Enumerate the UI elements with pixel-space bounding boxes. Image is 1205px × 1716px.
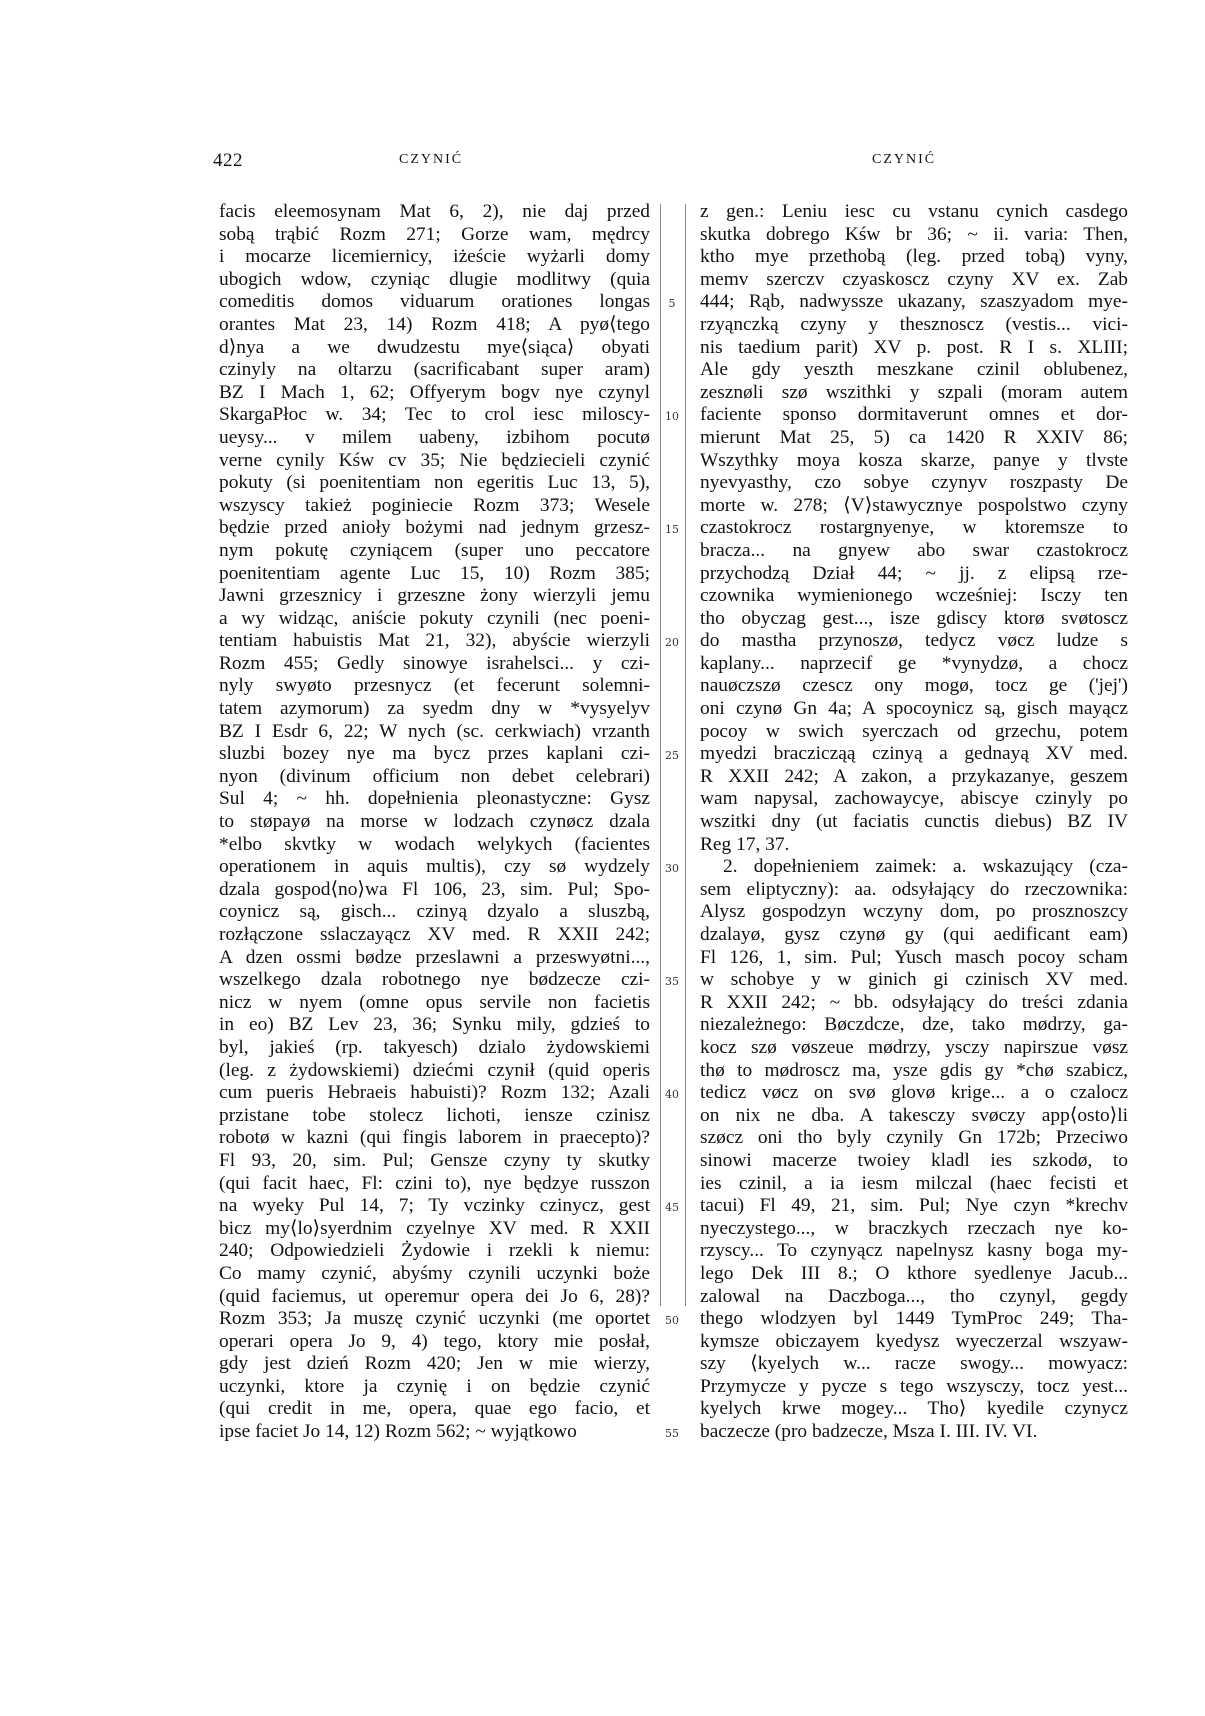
line-number: 50: [665, 1314, 679, 1328]
text-line: kocz szø vøszeue mødrzy, ysczy napirszue vøsz: [700, 1036, 1128, 1058]
text-line: Fl 93, 20, sim. Pul; Gensze czyny ty skutky: [219, 1149, 650, 1171]
text-line: tacui) Fl 49, 21, sim. Pul; Nye czyn *krechv: [700, 1195, 1128, 1217]
text-line: 240; Odpowiedzieli Żydowie i rzekli k niemu:: [219, 1240, 650, 1262]
text-line: uczynki, ktore ja czynię i on będzie czynić: [219, 1375, 650, 1397]
text-line: to støpayø na morse w lodzach czynøcz dzala: [219, 811, 650, 833]
text-line: memv szerczv czyaskoscz czyny XV ex. Zab: [700, 268, 1128, 290]
text-line: orantes Mat 23, 14) Rozm 418; A pyø⟨tego: [219, 313, 650, 335]
text-line: wam napysal, zachowaycye, abiscye czinyly po: [700, 788, 1128, 810]
line-number: 10: [665, 410, 679, 424]
text-line: w schobye y w ginich gi czinisch XV med.: [700, 969, 1128, 991]
text-line: Rozm 455; Gedly sinowye israhelsci... y czi-: [219, 652, 650, 674]
left-text-column: [219, 201, 650, 1444]
text-line: z gen.: Leniu iesc cu vstanu cynich casdego: [700, 201, 1128, 222]
text-line: (qui facit haec, Fl: czini to), nye będzye russzon: [219, 1172, 650, 1194]
text-line: Fl 126, 1, sim. Pul; Yusch masch pocoy scham: [700, 946, 1128, 968]
text-line: zesznøli szø wszithki y szpali (moram autem: [700, 381, 1128, 403]
text-line: Wszythky moya kosza skarze, panye y tlvste: [700, 449, 1128, 471]
text-line: sinowi macerze twoiey kladl ies szkodø, to: [700, 1149, 1128, 1171]
text-line: wszyscy takież poginiecie Rozm 373; Wesele: [219, 494, 650, 516]
text-line: oni czynø Gn 4a; A spocoynicz są, gisch mayącz: [700, 698, 1128, 720]
text-line: tatem azymorum) za syedm dny w *vysyelyv: [219, 698, 650, 720]
text-line: Jawni grzesznicy i grzeszne żony wierzyli jemu: [219, 585, 650, 607]
text-line: tentiam habuistis Mat 21, 32), abyście wierzyli: [219, 630, 650, 652]
text-line: 2. dopełnieniem zaimek: a. wskazujący (cza-: [723, 856, 1128, 878]
line-number: 55: [665, 1427, 679, 1441]
text-line: ipse faciet Jo 14, 12) Rozm 562; ~ wyjątkowo: [219, 1421, 577, 1443]
line-number: 5: [668, 297, 676, 311]
text-line: (quid faciemus, ut operemur opera dei Jo 6, 28)?: [219, 1285, 650, 1307]
text-line: nyevyasthy, czo sobye czynyv roszpasty De: [700, 472, 1128, 494]
text-line: A dzen ossmi bødze przeslawni a przeswyøtni...,: [219, 946, 650, 968]
text-line: Sul 4; ~ hh. dopełnienia pleonastyczne: Gysz: [219, 788, 650, 810]
line-number: 40: [665, 1088, 679, 1102]
text-line: i mocarze licemiernicy, iżeście wyżarli domy: [219, 246, 650, 268]
text-line: poenitentiam agente Luc 15, 10) Rozm 385;: [219, 562, 650, 584]
text-line: czinyly na oltarzu (sacrificabant super aram): [219, 359, 650, 381]
text-line: comeditis domos viduarum orationes longas: [219, 291, 650, 313]
text-line: przistane tobe stolecz lichoti, iensze czinisz: [219, 1104, 650, 1126]
text-line: d⟩nya a we dwudzestu mye⟨siąca⟩ obyati: [219, 336, 650, 358]
text-line: R XXII 242; ~ bb. odsyłający do treści zdania: [700, 991, 1128, 1013]
text-line: Ale gdy yeszth meszkane czinil oblubenez,: [700, 359, 1128, 381]
text-line: Alysz gospodzyn wczyny dom, po prosznoszcy: [700, 901, 1128, 923]
text-line: gdy jest dzień Rozm 420; Jen w mie wierzy,: [219, 1353, 650, 1375]
text-line: (qui credit in me, opera, quae ego facio, et: [219, 1398, 650, 1420]
text-line: *elbo skvtky w wodach welykych (facientes: [219, 833, 650, 855]
running-head-left: CZYNIĆ: [399, 152, 464, 167]
text-line: czastokrocz rostargnyenye, w ktoremsze to: [700, 517, 1128, 539]
text-line: pokuty (si poenitentiam non egeritis Luc 13, 5),: [219, 472, 650, 494]
text-line: myedzi braczicząą czinyą a gednayą XV med.: [700, 743, 1128, 765]
text-line: Reg 17, 37.: [700, 833, 790, 855]
text-line: thego wlodzyen byl 1449 TymProc 249; Tha-: [700, 1308, 1128, 1330]
text-line: sem eliptyczny): aa. odsyłający do rzeczownika:: [700, 878, 1128, 900]
text-line: rzyscy... To czynyącz napelnysz kasny boga my-: [700, 1240, 1128, 1262]
line-number: 25: [665, 749, 679, 763]
running-head-right: CZYNIĆ: [872, 152, 937, 167]
line-number: 30: [665, 862, 679, 876]
text-line: baczecze (pro badzecze, Msza I. III. IV. VI.: [700, 1421, 1038, 1443]
text-line: BZ I Mach 1, 62; Offyerym bogv nye czynyl: [219, 381, 650, 403]
text-line: cum pueris Hebraeis habuisti)? Rozm 132; Azali: [219, 1082, 650, 1104]
text-line: przychodzą Dział 44; ~ jj. z elipsą rze-: [700, 562, 1128, 584]
text-line: sluzbi bozey nye ma bycz przes kaplani czi-: [219, 743, 650, 765]
line-number: 45: [665, 1201, 679, 1215]
text-line: skutka dobrego Kśw br 36; ~ ii. varia: Then,: [700, 223, 1128, 245]
text-line: nauøczszø czescz ony mogø, tocz ge ('jej'): [700, 675, 1128, 697]
text-line: bracza... na gnyew abo swar czastokrocz: [700, 539, 1128, 561]
text-line: operationem in aquis multis), czy sø wydzely: [219, 856, 650, 878]
text-line: na wyeky Pul 14, 7; Ty vczinky czinycz, gest: [219, 1195, 650, 1217]
text-line: thø to mødroscz ma, ysze gdis gy *chø szabicz,: [700, 1059, 1128, 1081]
text-line: czownika wymienionego wcześniej: Isczy ten: [700, 585, 1128, 607]
text-line: lego Dek III 8.; O kthore syedlenye Jacub...: [700, 1262, 1128, 1284]
text-line: do mastha przynoszø, tedycz vøcz ludze s: [700, 630, 1128, 652]
text-line: ubogich wdow, czyniąc dlugie modlitwy (quia: [219, 268, 650, 290]
text-line: kaplany... naprzecif ge *vynydzø, a chocz: [700, 652, 1128, 674]
text-line: a wy widząc, aniście pokuty czynili (nec poeni-: [219, 607, 650, 629]
text-line: kyelych krwe mogey... Tho⟩ kyedile czynycz: [700, 1398, 1128, 1420]
line-number: 20: [665, 636, 679, 650]
text-line: R XXII 242; A zakon, a przykazanye, geszem: [700, 765, 1128, 787]
text-line: on nix ne dba. A takesczy svøczy app⟨osto⟩li: [700, 1104, 1128, 1126]
text-line: wszelkego dzala robotnego nye bødzecze czi-: [219, 969, 650, 991]
text-line: faciente sponso dormitaverunt omnes et dor-: [700, 404, 1128, 426]
text-line: zalowal na Daczboga..., tho czynyl, gegdy: [700, 1285, 1128, 1307]
text-line: będzie przed anioły bożymi nad jednym grzesz-: [219, 517, 650, 539]
text-line: 444; Rąb, nadwyssze ukazany, szaszyadom mye-: [700, 291, 1128, 313]
text-line: rozłączone sslaczayącz XV med. R XXII 242;: [219, 924, 650, 945]
text-line: SkargaPłoc w. 34; Tec to crol iesc miloscy-: [219, 404, 650, 426]
text-line: operari opera Jo 9, 4) tego, ktory mie posłał,: [219, 1330, 650, 1352]
text-line: Rozm 353; Ja muszę czynić uczynki (me oportet: [219, 1308, 650, 1330]
text-line: mierunt Mat 25, 5) ca 1420 R XXIV 86;: [700, 426, 1128, 448]
text-line: nis taedium parit) XV p. post. R I s. XLIII;: [700, 336, 1128, 358]
text-line: Przymycze y pycze s tego wszysczy, tocz yest...: [700, 1375, 1128, 1397]
text-line: sobą trąbić Rozm 271; Gorze wam, mędrcy: [219, 223, 650, 245]
text-line: ktho mye przethobą (leg. przed tobą) vyny,: [700, 246, 1128, 268]
line-number: 35: [665, 975, 679, 989]
text-line: coynicz są, gisch... czinyą dzyalo a sluszbą,: [219, 901, 650, 923]
text-line: ueysy... v milem uabeny, izbihom pocutø: [219, 426, 650, 448]
text-line: nyeczystego..., w braczkych rzeczach nye ko-: [700, 1217, 1128, 1239]
text-line: morte w. 278; ⟨V⟩stawycznye pospolstwo czyny: [700, 494, 1128, 516]
text-line: bicz my⟨lo⟩syerdnim czyelnye XV med. R XXII: [219, 1217, 650, 1239]
text-line: nyon (divinum officium non debet celebrari): [219, 765, 650, 787]
text-line: (leg. z żydowskiemi) dziećmi czynił (quid operis: [219, 1059, 650, 1081]
text-line: Co mamy czynić, abyśmy czynili uczynki boże: [219, 1262, 650, 1284]
text-line: dzalayø, gysz czynø gy (qui aedificant eam): [700, 924, 1128, 945]
text-line: kymsze obiczayem kyedysz wyeczerzal wszyaw-: [700, 1330, 1128, 1352]
text-line: szøcz oni tho byly czynily Gn 172b; Przeciwo: [700, 1127, 1128, 1149]
text-line: byl, jakieś (rp. takyesch) dzialo żydowskiemi: [219, 1036, 650, 1058]
text-line: niezależnego: Bøczdcze, dze, tako mødrzy, ga-: [700, 1014, 1128, 1036]
column-divider-right: [685, 204, 686, 1306]
text-line: nicz w nyem (omne opus servile non facietis: [219, 991, 650, 1013]
page-number: 422: [213, 150, 243, 171]
text-line: rzyąnczką czyny y thesznoscz (vestis... vici-: [700, 313, 1128, 335]
text-line: nyly swyøto przesnycz (et fecerunt solemni-: [219, 675, 650, 697]
column-divider-left: [660, 204, 661, 1306]
text-line: dzala gospod⟨no⟩wa Fl 106, 23, sim. Pul; Spo-: [219, 878, 650, 900]
text-line: wszitki dny (ut faciatis cunctis diebus) BZ IV: [700, 811, 1128, 833]
text-line: in eo) BZ Lev 23, 36; Synku mily, gdzieś to: [219, 1014, 650, 1036]
text-line: ies czinil, a ia iesm milczal (haec fecisti et: [700, 1172, 1128, 1194]
text-line: tho obyczag gest..., isze gdiscy ktorø svøtoscz: [700, 607, 1128, 629]
text-line: tedicz vøcz on svø glovø krige... a o czalocz: [700, 1082, 1128, 1104]
line-number: 15: [665, 523, 679, 537]
text-line: szy ⟨kyelych w... racze swogy... mowyacz:: [700, 1353, 1128, 1375]
text-line: pocoy w swich syerczach od grzechu, potem: [700, 720, 1128, 742]
text-line: nym pokutę czyniącem (super uno peccatore: [219, 539, 650, 561]
text-line: robotø w kazni (qui fingis laborem in praecepto)?: [219, 1127, 650, 1149]
text-line: BZ I Esdr 6, 22; W nych (sc. cerkwiach) vrzanth: [219, 720, 650, 742]
text-line: verne cynily Kśw cv 35; Nie będziecieli czynić: [219, 449, 650, 471]
text-line: facis eleemosynam Mat 6, 2), nie daj przed: [219, 201, 650, 222]
right-text-column: [700, 201, 1128, 1444]
page-header: [0, 150, 1205, 174]
